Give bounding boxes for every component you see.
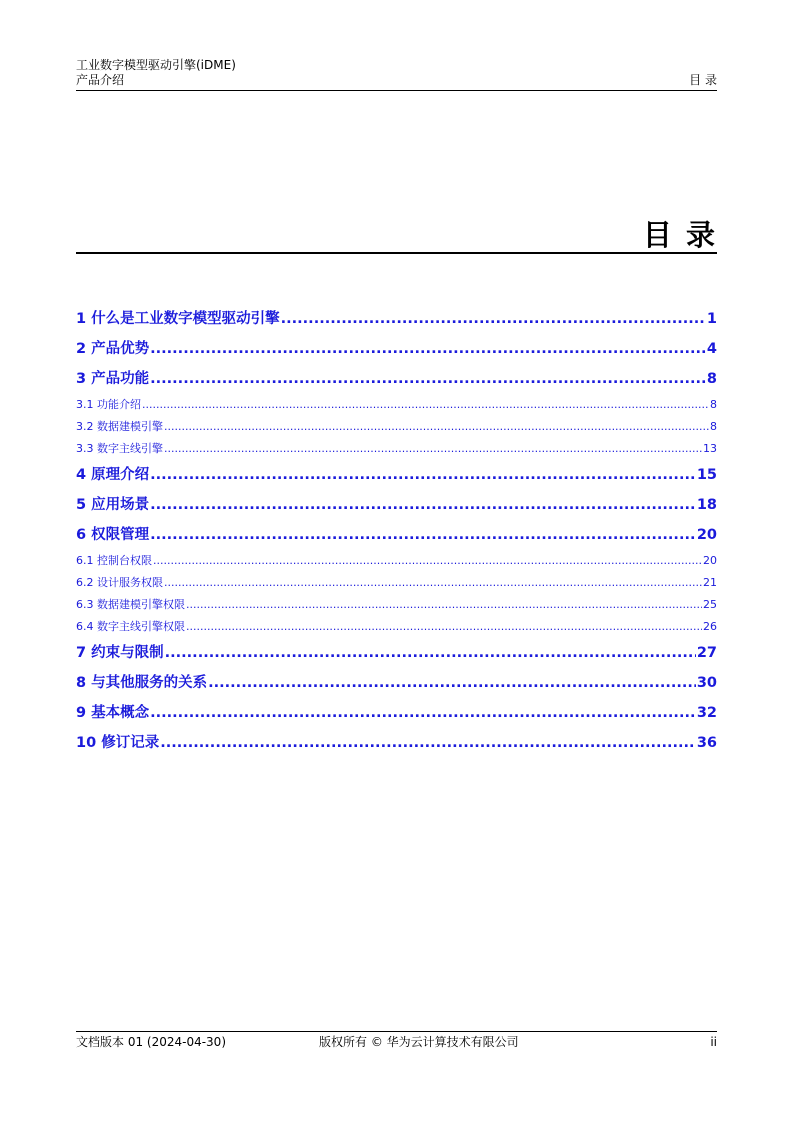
toc-entry-chapter[interactable] — [76, 728, 717, 758]
page-footer — [76, 1031, 717, 1051]
toc-title: 目 录 — [642, 218, 717, 252]
toc-entry-chapter[interactable] — [76, 520, 717, 550]
toc-entry-label: 7 约束与限制 — [76, 645, 164, 661]
toc-entry-label: 6.3 数据建模引擎权限 — [76, 598, 185, 611]
toc-dot-leader — [153, 550, 702, 572]
toc-entry-label: 4 原理介绍 — [76, 467, 150, 483]
toc-entry-section[interactable] — [76, 394, 717, 416]
toc-entry-page: 36 — [696, 735, 717, 751]
toc-dot-leader — [150, 334, 706, 364]
toc-dot-leader — [165, 638, 696, 668]
title-rule — [76, 252, 717, 254]
header-section: 目 录 — [689, 73, 717, 87]
toc-entry-label: 10 修订记录 — [76, 735, 160, 751]
toc-entry-chapter[interactable] — [76, 460, 717, 490]
toc-entry-label: 3.1 功能介绍 — [76, 398, 141, 411]
toc-entry-page: 1 — [706, 311, 717, 327]
toc-entry-page: 8 — [706, 371, 717, 387]
toc-entry-page: 8 — [710, 420, 717, 433]
toc-entry-chapter[interactable] — [76, 334, 717, 364]
toc-entry-section[interactable] — [76, 594, 717, 616]
toc-entry-page: 32 — [696, 705, 717, 721]
toc-entry-label: 3.3 数字主线引擎 — [76, 442, 163, 455]
header-doc-type: 产品介绍 — [76, 73, 125, 87]
toc-entry-page: 30 — [696, 675, 717, 691]
toc-entry-label: 2 产品优势 — [76, 341, 150, 357]
toc-dot-leader — [150, 364, 706, 394]
toc-entry-chapter[interactable] — [76, 304, 717, 334]
toc-entry-page: 18 — [696, 497, 717, 513]
toc-dot-leader — [150, 520, 696, 550]
toc-dot-leader — [164, 572, 702, 594]
toc-entry-page: 15 — [696, 467, 717, 483]
toc-entry-page: 13 — [703, 442, 717, 455]
toc-entry-label: 9 基本概念 — [76, 705, 150, 721]
toc-entry-chapter[interactable] — [76, 698, 717, 728]
toc-entry-page: 27 — [696, 645, 717, 661]
header-product-name: 工业数字模型驱动引擎(iDME) — [76, 58, 236, 72]
toc-dot-leader — [164, 416, 709, 438]
toc-entry-label: 6 权限管理 — [76, 527, 150, 543]
toc-entry-chapter[interactable] — [76, 668, 717, 698]
toc-dot-leader — [160, 728, 696, 758]
toc-entry-page: 20 — [696, 527, 717, 543]
header-rule — [76, 90, 717, 91]
toc-entry-chapter[interactable] — [76, 364, 717, 394]
toc-entry-label: 3.2 数据建模引擎 — [76, 420, 163, 433]
toc-dot-leader — [150, 460, 696, 490]
toc-dot-leader — [150, 490, 696, 520]
toc-entry-label: 6.4 数字主线引擎权限 — [76, 620, 185, 633]
toc-entry-page: 8 — [710, 398, 717, 411]
toc-dot-leader — [208, 668, 696, 698]
toc-entry-section[interactable] — [76, 616, 717, 638]
toc-entry-chapter[interactable] — [76, 490, 717, 520]
toc-entry-label: 5 应用场景 — [76, 497, 150, 513]
toc-entry-section[interactable] — [76, 550, 717, 572]
toc-entry-chapter[interactable] — [76, 638, 717, 668]
toc-dot-leader — [186, 616, 702, 638]
toc-entry-label: 8 与其他服务的关系 — [76, 675, 208, 691]
toc-dot-leader — [186, 594, 702, 616]
toc-entry-page: 4 — [706, 341, 717, 357]
footer-copyright: 版权所有 © 华为云计算技术有限公司 — [319, 1035, 519, 1049]
toc-entry-page: 20 — [703, 554, 717, 567]
toc-dot-leader — [150, 698, 696, 728]
toc-entry-label: 3 产品功能 — [76, 371, 150, 387]
table-of-contents — [76, 304, 717, 758]
toc-dot-leader — [142, 394, 709, 416]
toc-entry-page: 21 — [703, 576, 717, 589]
toc-entry-label: 6.1 控制台权限 — [76, 554, 152, 567]
toc-entry-page: 25 — [703, 598, 717, 611]
page-header — [76, 58, 717, 88]
toc-entry-page: 26 — [703, 620, 717, 633]
toc-entry-section[interactable] — [76, 438, 717, 460]
toc-dot-leader — [281, 304, 706, 334]
toc-entry-section[interactable] — [76, 572, 717, 594]
toc-entry-label: 1 什么是工业数字模型驱动引擎 — [76, 311, 280, 327]
footer-version: 文档版本 01 (2024-04-30) — [76, 1035, 227, 1049]
toc-entry-label: 6.2 设计服务权限 — [76, 576, 163, 589]
footer-rule — [76, 1031, 717, 1032]
footer-page-number: ii — [710, 1035, 717, 1049]
toc-dot-leader — [164, 438, 702, 460]
toc-entry-section[interactable] — [76, 416, 717, 438]
